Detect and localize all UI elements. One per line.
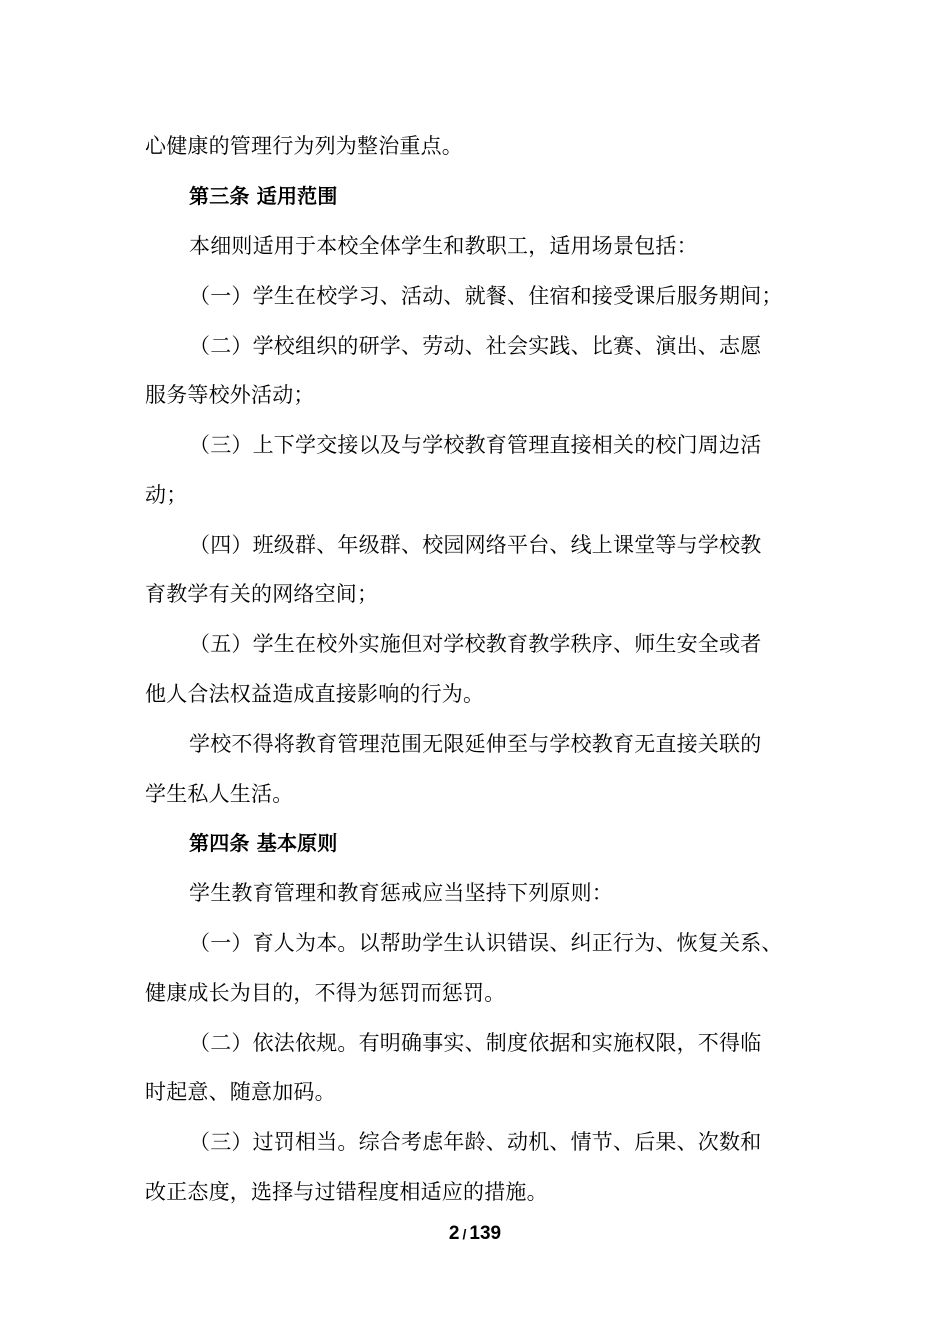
list-item-continuation: 他人合法权益造成直接影响的行为。: [145, 682, 485, 706]
list-item-continuation: 动；: [145, 483, 188, 507]
current-page-number: 2: [448, 1223, 460, 1244]
paragraph-line: 学生教育管理和教育惩戒应当坚持下列原则：: [189, 881, 613, 905]
paragraph-continuation: 学生私人生活。: [145, 782, 294, 806]
section-heading-article-4: 第四条 基本原则: [189, 831, 338, 855]
list-item-line: （四）班级群、年级群、校园网络平台、线上课堂等与学校教: [189, 533, 762, 557]
list-item-line: （三）过罚相当。综合考虑年龄、动机、情节、后果、次数和: [189, 1130, 762, 1154]
paragraph-line: 本细则适用于本校全体学生和教职工，适用场景包括：: [189, 234, 698, 258]
page-separator: /: [462, 1226, 467, 1242]
list-item-line: （五）学生在校外实施但对学校教育教学秩序、师生安全或者: [189, 632, 762, 656]
page-number: [0, 1222, 950, 1246]
list-item-continuation: 服务等校外活动；: [145, 383, 315, 407]
list-item-line: （一）育人为本。以帮助学生认识错误、纠正行为、恢复关系、: [189, 931, 783, 955]
list-item-line: （一）学生在校学习、活动、就餐、住宿和接受课后服务期间；: [189, 284, 783, 308]
list-item-line: （二）学校组织的研学、劳动、社会实践、比赛、演出、志愿: [189, 334, 762, 358]
paragraph-line: 学校不得将教育管理范围无限延伸至与学校教育无直接关联的: [189, 732, 762, 756]
list-item-continuation: 时起意、随意加码。: [145, 1080, 336, 1104]
total-page-count: 139: [469, 1223, 502, 1244]
section-heading-article-3: 第三条 适用范围: [189, 184, 338, 208]
paragraph-line: 心健康的管理行为列为整治重点。: [145, 134, 463, 158]
list-item-line: （二）依法依规。有明确事实、制度依据和实施权限，不得临: [189, 1031, 762, 1055]
list-item-line: （三）上下学交接以及与学校教育管理直接相关的校门周边活: [189, 433, 762, 457]
list-item-continuation: 改正态度，选择与过错程度相适应的措施。: [145, 1180, 548, 1204]
list-item-continuation: 育教学有关的网络空间；: [145, 582, 379, 606]
list-item-continuation: 健康成长为目的，不得为惩罚而惩罚。: [145, 981, 506, 1005]
